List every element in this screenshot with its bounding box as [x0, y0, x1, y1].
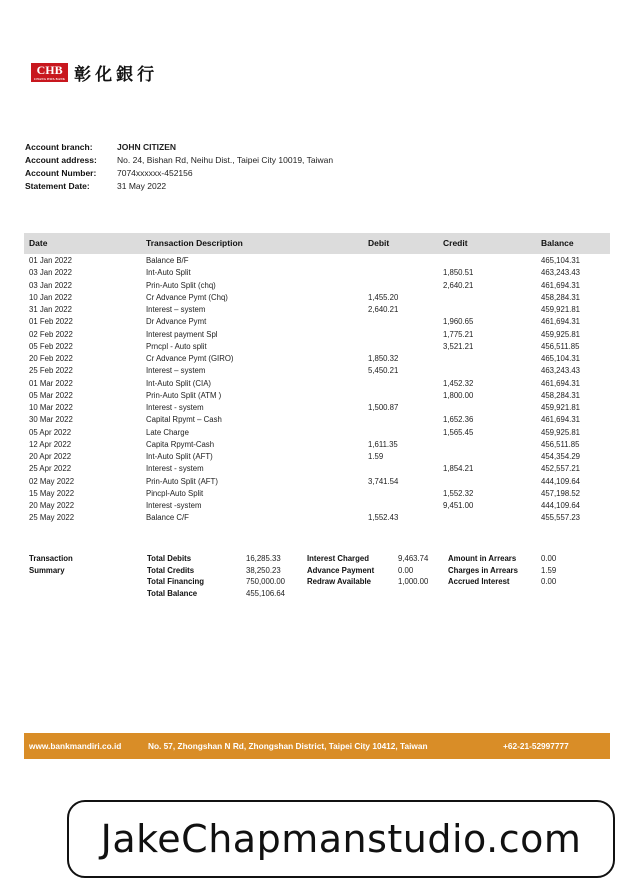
table-row [24, 280, 610, 292]
summary-totals-values [246, 553, 285, 599]
row-description: Prin-Auto Split (ATM ) [146, 390, 222, 400]
row-balance: 459,925.81 [541, 427, 581, 437]
statement-date-value: 31 May 2022 [117, 181, 167, 191]
row-date: 01 Jan 2022 [29, 256, 72, 265]
table-row [24, 451, 610, 463]
row-balance: 463,243.43 [541, 268, 581, 278]
row-balance: 459,921.81 [541, 403, 581, 412]
table-row [24, 512, 610, 524]
row-balance: 455,557.23 [541, 513, 581, 523]
row-date: 05 Mar 2022 [29, 390, 73, 400]
table-row [24, 488, 610, 500]
row-debit: 5,450.21 [368, 366, 399, 376]
row-description: Interest – system [146, 305, 206, 314]
row-debit: 1,611.35 [368, 439, 398, 449]
summary-arrears-labels [448, 553, 518, 588]
row-date: 25 May 2022 [29, 513, 75, 523]
table-row [24, 267, 610, 279]
row-balance: 456,511.85 [541, 341, 580, 351]
transactions-table-body [24, 255, 610, 525]
table-row [24, 390, 610, 402]
account-number-value: 7074xxxxxx-452156 [117, 168, 193, 178]
total-credits-value: 38,250.23 [246, 565, 281, 575]
total-credits-label: Total Credits [147, 565, 195, 575]
total-debits-label: Total Debits [147, 554, 192, 563]
summary-interest-values [398, 553, 428, 588]
statement-date-label: Statement Date: [25, 181, 90, 191]
row-balance: 458,284.31 [541, 292, 581, 302]
table-row [24, 402, 610, 414]
amount-in-arrears-label: Amount in Arrears [448, 554, 517, 563]
row-description: Pincpl-Auto Split [146, 488, 204, 498]
account-number-label: Account Number: [25, 168, 97, 178]
account-address-label: Account address: [25, 155, 97, 165]
row-description: Prncpl - Auto split [146, 341, 207, 351]
row-date: 03 Jan 2022 [29, 268, 72, 278]
watermark-banner [67, 800, 615, 878]
row-debit: 1,455.20 [368, 292, 399, 302]
accrued-interest-value: 0.00 [541, 577, 557, 586]
logo-subtext: CHANG HWA BANK [34, 76, 66, 81]
row-date: 15 May 2022 [29, 488, 75, 498]
row-description: Balance B/F [146, 256, 189, 265]
row-balance: 459,921.81 [541, 305, 581, 314]
account-branch-label: Account branch: [25, 142, 93, 152]
account-info [25, 141, 333, 193]
account-address-value: No. 24, Bishan Rd, Neihu Dist., Taipei City 10019, Taiwan [117, 155, 334, 165]
summary-title [29, 553, 73, 576]
row-description: Interest -system [146, 501, 202, 510]
row-balance: 457,198.52 [541, 488, 581, 498]
charges-in-arrears-label: Charges in Arrears [448, 565, 518, 575]
row-balance: 454,354.29 [541, 452, 581, 461]
header-description: Transaction Description [146, 238, 243, 248]
redraw-available-value: 1,000.00 [398, 577, 429, 586]
row-date: 20 Apr 2022 [29, 452, 72, 461]
row-debit: 1,500.87 [368, 403, 399, 412]
table-row [24, 316, 610, 328]
account-number-row [25, 167, 333, 180]
row-balance: 459,925.81 [541, 329, 581, 339]
table-row [24, 427, 610, 439]
accrued-interest-label: Accrued Interest [448, 577, 510, 586]
row-date: 10 Mar 2022 [29, 403, 73, 412]
row-balance: 452,557.21 [541, 464, 581, 474]
row-debit: 1,850.32 [368, 354, 399, 363]
table-row [24, 378, 610, 390]
row-date: 20 Feb 2022 [29, 354, 73, 363]
row-description: Int-Auto Split [146, 268, 191, 278]
chb-logo-mark [31, 63, 68, 82]
row-date: 31 Jan 2022 [29, 305, 72, 314]
row-date: 05 Apr 2022 [29, 427, 72, 437]
row-balance: 444,109.64 [541, 476, 581, 486]
row-credit: 1,552.32 [443, 488, 474, 498]
total-debits-value: 16,285.33 [246, 554, 281, 563]
row-balance: 461,694.31 [541, 280, 581, 290]
row-date: 02 Feb 2022 [29, 329, 73, 339]
account-address-row [25, 154, 333, 167]
row-credit: 1,775.21 [443, 329, 474, 339]
footer-website: www.bankmandiri.co.id [29, 741, 122, 751]
table-row [24, 476, 610, 488]
footer-bar [24, 733, 610, 759]
row-credit: 2,640.21 [443, 280, 474, 290]
advance-payment-label: Advance Payment [307, 565, 375, 575]
table-row [24, 500, 610, 512]
interest-charged-label: Interest Charged [307, 554, 369, 563]
logo-text: CHB [36, 62, 63, 77]
row-credit: 1,452.32 [443, 378, 474, 388]
row-balance: 456,511.85 [541, 439, 580, 449]
row-description: Balance C/F [146, 513, 189, 523]
row-date: 02 May 2022 [29, 476, 75, 486]
row-credit: 9,451.00 [443, 501, 474, 510]
summary-totals-labels [147, 553, 204, 599]
row-debit: 1.59 [368, 452, 384, 461]
row-balance: 465,104.31 [541, 256, 581, 265]
row-description: Dr Advance Pymt [146, 317, 207, 327]
row-balance: 463,243.43 [541, 366, 581, 376]
total-financing-label: Total Financing [147, 577, 205, 586]
row-date: 10 Jan 2022 [29, 292, 72, 302]
row-description: Interest - system [146, 403, 204, 412]
row-date: 03 Jan 2022 [29, 280, 72, 290]
transactions-table-header [24, 233, 610, 254]
table-row [24, 329, 610, 341]
row-description: Capita Rpymt-Cash [146, 439, 215, 449]
watermark-text: JakeChapmanstudio.com [100, 817, 582, 861]
summary-title-line2: Summary [29, 565, 65, 575]
advance-payment-value: 0.00 [398, 565, 414, 575]
row-credit: 1,565.45 [443, 427, 474, 437]
row-balance: 465,104.31 [541, 354, 581, 363]
header-debit: Debit [368, 238, 390, 248]
header-credit: Credit [443, 238, 468, 248]
row-credit: 1,800.00 [443, 390, 474, 400]
row-debit: 1,552.43 [368, 513, 399, 523]
row-description: Cr Advance Pymt (GIRO) [146, 354, 234, 363]
header-date: Date [29, 238, 48, 248]
row-credit: 1,652.36 [443, 415, 474, 425]
amount-in-arrears-value: 0.00 [541, 554, 557, 563]
table-row [24, 292, 610, 304]
row-description: Cr Advance Pymt (Chq) [146, 292, 228, 302]
row-date: 25 Feb 2022 [29, 366, 73, 376]
row-credit: 1,854.21 [443, 464, 474, 474]
summary-interest-labels [307, 553, 374, 588]
account-branch-value: JOHN CITIZEN [117, 142, 177, 152]
charges-in-arrears-value: 1.59 [541, 565, 557, 575]
redraw-available-label: Redraw Available [307, 577, 371, 586]
total-financing-value: 750,000.00 [246, 577, 286, 586]
row-balance: 461,694.31 [541, 317, 581, 327]
table-row [24, 439, 610, 451]
statement-date-row [25, 180, 333, 193]
row-credit: 1,850.51 [443, 268, 474, 278]
row-date: 01 Feb 2022 [29, 317, 73, 327]
table-row [24, 304, 610, 316]
table-row [24, 255, 610, 267]
interest-charged-value: 9,463.74 [398, 554, 429, 563]
row-description: Capital Rpymt – Cash [146, 415, 222, 425]
row-description: Prin-Auto Split (AFT) [146, 476, 218, 486]
row-date: 20 May 2022 [29, 501, 75, 510]
table-row [24, 341, 610, 353]
row-date: 05 Feb 2022 [29, 341, 73, 351]
row-credit: 3,521.21 [443, 341, 474, 351]
table-row [24, 353, 610, 365]
row-date: 12 Apr 2022 [29, 439, 72, 449]
row-date: 30 Mar 2022 [29, 415, 73, 425]
table-row [24, 414, 610, 426]
row-balance: 461,694.31 [541, 378, 581, 388]
row-description: Int-Auto Split (CIA) [146, 378, 211, 388]
row-description: Int-Auto Split (AFT) [146, 452, 213, 461]
row-description: Interest payment Spl [146, 329, 218, 339]
summary-arrears-values [541, 553, 556, 588]
row-description: Late Charge [146, 427, 189, 437]
row-description: Interest – system [146, 366, 206, 376]
row-description: Interest - system [146, 464, 204, 474]
row-balance: 458,284.31 [541, 390, 581, 400]
row-debit: 2,640.21 [368, 305, 399, 314]
total-balance-value: 455,106.64 [246, 588, 286, 598]
summary-title-line1: Transaction [29, 554, 73, 563]
row-debit: 3,741.54 [368, 476, 399, 486]
row-description: Prin-Auto Split (chq) [146, 280, 216, 290]
row-balance: 444,109.64 [541, 501, 581, 510]
account-branch-row [25, 141, 333, 154]
bank-chinese-name: 彰化銀行 [74, 64, 159, 85]
row-date: 25 Apr 2022 [29, 464, 72, 474]
table-row [24, 463, 610, 475]
footer-phone: +62-21-52997777 [503, 741, 569, 751]
header-balance: Balance [541, 238, 574, 248]
footer-address: No. 57, Zhongshan N Rd, Zhongshan District, Taipei City 10412, Taiwan [148, 741, 428, 751]
row-balance: 461,694.31 [541, 415, 581, 425]
bank-logo [31, 61, 158, 83]
row-credit: 1,960.65 [443, 317, 474, 327]
table-row [24, 365, 610, 377]
total-balance-label: Total Balance [147, 588, 198, 598]
row-date: 01 Mar 2022 [29, 378, 73, 388]
